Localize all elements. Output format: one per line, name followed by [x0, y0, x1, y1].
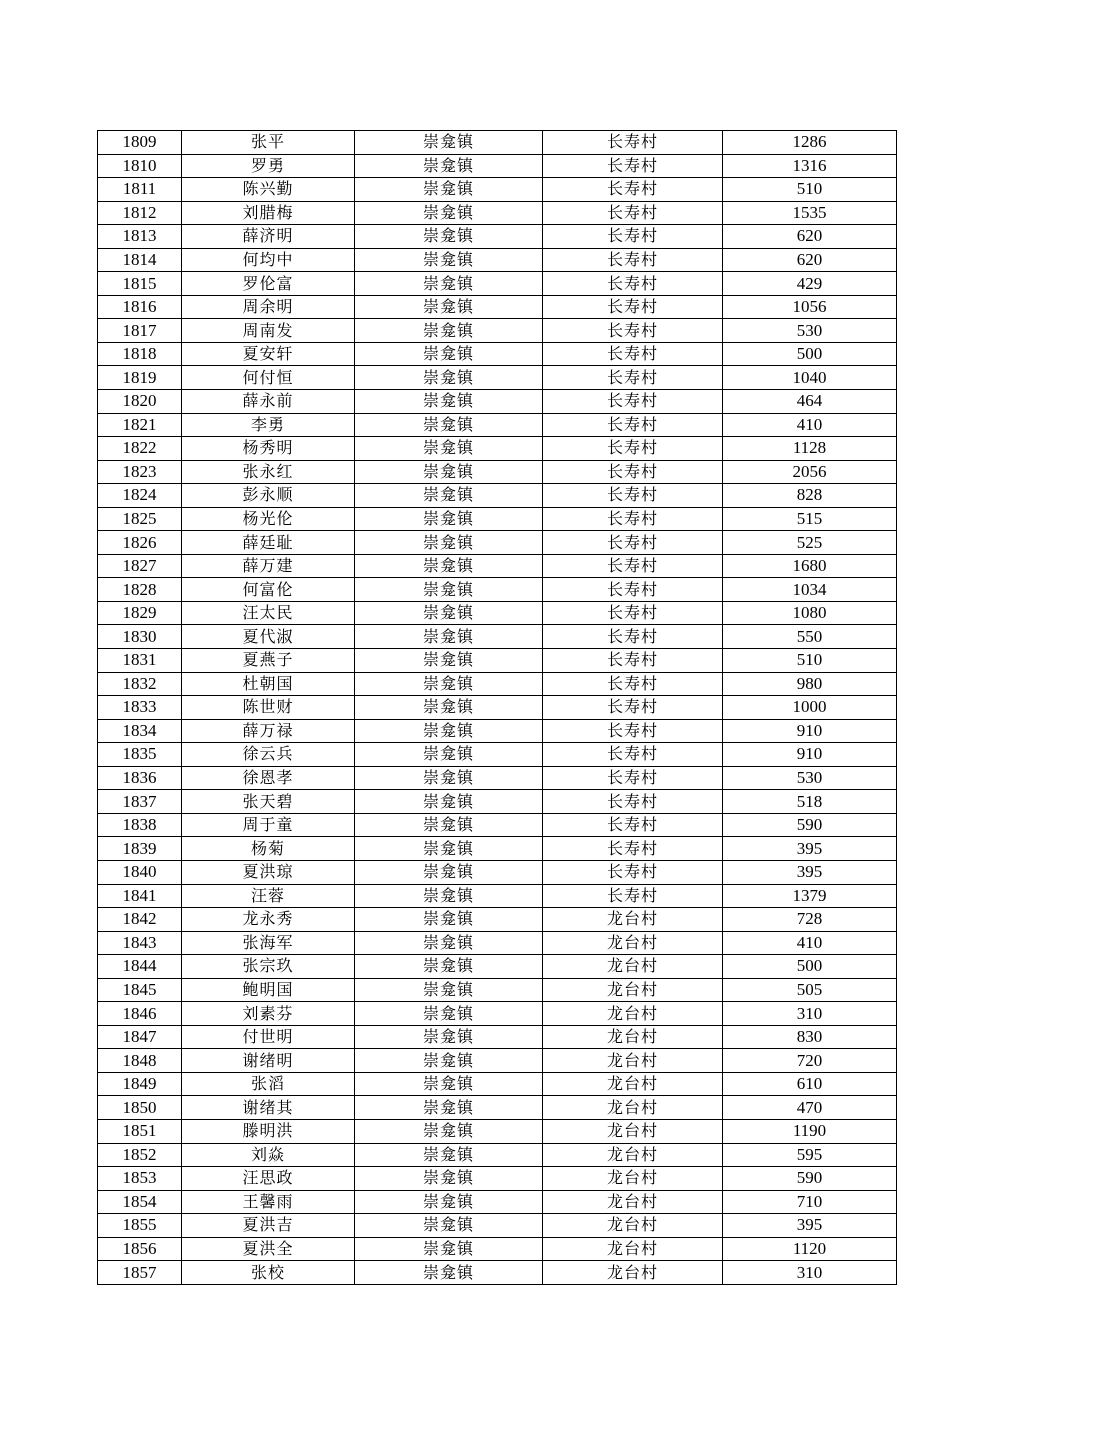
table-row — [98, 672, 897, 696]
row-number-cell: 1829 — [98, 601, 182, 625]
town-cell: 崇龛镇 — [355, 342, 543, 366]
name-cell: 彭永顺 — [182, 484, 355, 508]
name-cell: 刘焱 — [182, 1143, 355, 1167]
name-cell: 何富伦 — [182, 578, 355, 602]
row-number-cell: 1810 — [98, 154, 182, 178]
row-number-cell: 1839 — [98, 837, 182, 861]
town-cell: 崇龛镇 — [355, 931, 543, 955]
amount-cell: 1680 — [723, 554, 897, 578]
row-number-cell: 1841 — [98, 884, 182, 908]
town-cell: 崇龛镇 — [355, 507, 543, 531]
village-cell: 长寿村 — [543, 696, 723, 720]
amount-cell: 720 — [723, 1049, 897, 1073]
town-cell: 崇龛镇 — [355, 1119, 543, 1143]
table-row — [98, 531, 897, 555]
town-cell: 崇龛镇 — [355, 884, 543, 908]
town-cell: 崇龛镇 — [355, 601, 543, 625]
row-number-cell: 1827 — [98, 554, 182, 578]
town-cell: 崇龛镇 — [355, 201, 543, 225]
amount-cell: 530 — [723, 319, 897, 343]
amount-cell: 590 — [723, 1167, 897, 1191]
row-number-cell: 1848 — [98, 1049, 182, 1073]
village-cell: 长寿村 — [543, 672, 723, 696]
amount-cell: 395 — [723, 837, 897, 861]
table-row — [98, 272, 897, 296]
table-row — [98, 225, 897, 249]
name-cell: 薛永前 — [182, 390, 355, 414]
amount-cell: 2056 — [723, 460, 897, 484]
table-row — [98, 554, 897, 578]
amount-cell: 910 — [723, 719, 897, 743]
name-cell: 夏洪吉 — [182, 1214, 355, 1238]
village-cell: 长寿村 — [543, 531, 723, 555]
table-row — [98, 1096, 897, 1120]
town-cell: 崇龛镇 — [355, 1002, 543, 1026]
name-cell: 王馨雨 — [182, 1190, 355, 1214]
row-number-cell: 1823 — [98, 460, 182, 484]
town-cell: 崇龛镇 — [355, 225, 543, 249]
village-cell: 长寿村 — [543, 484, 723, 508]
amount-cell: 510 — [723, 649, 897, 673]
row-number-cell: 1837 — [98, 790, 182, 814]
table-row — [98, 1167, 897, 1191]
town-cell: 崇龛镇 — [355, 460, 543, 484]
table-row — [98, 248, 897, 272]
name-cell: 徐云兵 — [182, 743, 355, 767]
village-cell: 龙台村 — [543, 1167, 723, 1191]
village-cell: 龙台村 — [543, 1049, 723, 1073]
table-row — [98, 978, 897, 1002]
village-cell: 长寿村 — [543, 131, 723, 155]
amount-cell: 620 — [723, 225, 897, 249]
row-number-cell: 1852 — [98, 1143, 182, 1167]
amount-cell: 505 — [723, 978, 897, 1002]
village-cell: 龙台村 — [543, 1143, 723, 1167]
row-number-cell: 1826 — [98, 531, 182, 555]
row-number-cell: 1846 — [98, 1002, 182, 1026]
table-row — [98, 1025, 897, 1049]
town-cell: 崇龛镇 — [355, 860, 543, 884]
table-row — [98, 460, 897, 484]
name-cell: 薛万禄 — [182, 719, 355, 743]
name-cell: 徐恩孝 — [182, 766, 355, 790]
village-cell: 长寿村 — [543, 319, 723, 343]
name-cell: 夏洪全 — [182, 1237, 355, 1261]
table-row — [98, 860, 897, 884]
amount-cell: 1128 — [723, 437, 897, 461]
row-number-cell: 1825 — [98, 507, 182, 531]
row-number-cell: 1836 — [98, 766, 182, 790]
row-number-cell: 1835 — [98, 743, 182, 767]
town-cell: 崇龛镇 — [355, 766, 543, 790]
table-body — [98, 131, 897, 1285]
town-cell: 崇龛镇 — [355, 719, 543, 743]
amount-cell: 1535 — [723, 201, 897, 225]
village-cell: 长寿村 — [543, 837, 723, 861]
village-cell: 长寿村 — [543, 507, 723, 531]
row-number-cell: 1816 — [98, 295, 182, 319]
name-cell: 夏代淑 — [182, 625, 355, 649]
name-cell: 杨光伦 — [182, 507, 355, 531]
row-number-cell: 1819 — [98, 366, 182, 390]
amount-cell: 510 — [723, 178, 897, 202]
table-row — [98, 813, 897, 837]
town-cell: 崇龛镇 — [355, 554, 543, 578]
row-number-cell: 1814 — [98, 248, 182, 272]
name-cell: 杨菊 — [182, 837, 355, 861]
name-cell: 张平 — [182, 131, 355, 155]
row-number-cell: 1838 — [98, 813, 182, 837]
town-cell: 崇龛镇 — [355, 1167, 543, 1191]
town-cell: 崇龛镇 — [355, 154, 543, 178]
amount-cell: 910 — [723, 743, 897, 767]
name-cell: 杨秀明 — [182, 437, 355, 461]
amount-cell: 550 — [723, 625, 897, 649]
village-cell: 长寿村 — [543, 578, 723, 602]
table-row — [98, 884, 897, 908]
row-number-cell: 1847 — [98, 1025, 182, 1049]
town-cell: 崇龛镇 — [355, 1025, 543, 1049]
village-cell: 龙台村 — [543, 908, 723, 932]
amount-cell: 410 — [723, 413, 897, 437]
town-cell: 崇龛镇 — [355, 484, 543, 508]
name-cell: 张永红 — [182, 460, 355, 484]
village-cell: 长寿村 — [543, 154, 723, 178]
amount-cell: 1080 — [723, 601, 897, 625]
village-cell: 龙台村 — [543, 1119, 723, 1143]
name-cell: 张滔 — [182, 1072, 355, 1096]
table-row — [98, 601, 897, 625]
row-number-cell: 1845 — [98, 978, 182, 1002]
amount-cell: 525 — [723, 531, 897, 555]
town-cell: 崇龛镇 — [355, 248, 543, 272]
town-cell: 崇龛镇 — [355, 1237, 543, 1261]
row-number-cell: 1820 — [98, 390, 182, 414]
town-cell: 崇龛镇 — [355, 319, 543, 343]
name-cell: 刘腊梅 — [182, 201, 355, 225]
name-cell: 付世明 — [182, 1025, 355, 1049]
town-cell: 崇龛镇 — [355, 578, 543, 602]
row-number-cell: 1833 — [98, 696, 182, 720]
town-cell: 崇龛镇 — [355, 955, 543, 979]
table-row — [98, 1237, 897, 1261]
name-cell: 汪蓉 — [182, 884, 355, 908]
village-cell: 长寿村 — [543, 178, 723, 202]
name-cell: 张校 — [182, 1261, 355, 1285]
row-number-cell: 1854 — [98, 1190, 182, 1214]
row-number-cell: 1817 — [98, 319, 182, 343]
table-row — [98, 390, 897, 414]
table-row — [98, 178, 897, 202]
row-number-cell: 1843 — [98, 931, 182, 955]
row-number-cell: 1849 — [98, 1072, 182, 1096]
table-row — [98, 319, 897, 343]
town-cell: 崇龛镇 — [355, 1214, 543, 1238]
village-cell: 长寿村 — [543, 225, 723, 249]
town-cell: 崇龛镇 — [355, 390, 543, 414]
name-cell: 张宗玖 — [182, 955, 355, 979]
row-number-cell: 1831 — [98, 649, 182, 673]
town-cell: 崇龛镇 — [355, 1072, 543, 1096]
amount-cell: 1000 — [723, 696, 897, 720]
amount-cell: 410 — [723, 931, 897, 955]
amount-cell: 395 — [723, 1214, 897, 1238]
town-cell: 崇龛镇 — [355, 625, 543, 649]
amount-cell: 1056 — [723, 295, 897, 319]
row-number-cell: 1812 — [98, 201, 182, 225]
table-row — [98, 743, 897, 767]
name-cell: 张海军 — [182, 931, 355, 955]
town-cell: 崇龛镇 — [355, 295, 543, 319]
village-cell: 长寿村 — [543, 813, 723, 837]
village-cell: 长寿村 — [543, 743, 723, 767]
table-row — [98, 1049, 897, 1073]
village-cell: 长寿村 — [543, 366, 723, 390]
table-row — [98, 649, 897, 673]
amount-cell: 470 — [723, 1096, 897, 1120]
name-cell: 夏洪琼 — [182, 860, 355, 884]
name-cell: 夏燕子 — [182, 649, 355, 673]
village-cell: 龙台村 — [543, 1261, 723, 1285]
name-cell: 薛济明 — [182, 225, 355, 249]
name-cell: 周南发 — [182, 319, 355, 343]
row-number-cell: 1824 — [98, 484, 182, 508]
name-cell: 李勇 — [182, 413, 355, 437]
name-cell: 薛万建 — [182, 554, 355, 578]
village-cell: 长寿村 — [543, 390, 723, 414]
row-number-cell: 1853 — [98, 1167, 182, 1191]
town-cell: 崇龛镇 — [355, 131, 543, 155]
amount-cell: 828 — [723, 484, 897, 508]
row-number-cell: 1813 — [98, 225, 182, 249]
amount-cell: 515 — [723, 507, 897, 531]
table-row — [98, 1190, 897, 1214]
town-cell: 崇龛镇 — [355, 1261, 543, 1285]
village-cell: 长寿村 — [543, 437, 723, 461]
town-cell: 崇龛镇 — [355, 366, 543, 390]
table-row — [98, 790, 897, 814]
table-row — [98, 484, 897, 508]
amount-cell: 1040 — [723, 366, 897, 390]
name-cell: 薛廷耻 — [182, 531, 355, 555]
table-row — [98, 766, 897, 790]
town-cell: 崇龛镇 — [355, 413, 543, 437]
row-number-cell: 1828 — [98, 578, 182, 602]
name-cell: 汪太民 — [182, 601, 355, 625]
row-number-cell: 1809 — [98, 131, 182, 155]
table-row — [98, 719, 897, 743]
name-cell: 周余明 — [182, 295, 355, 319]
table-row — [98, 201, 897, 225]
name-cell: 罗伦富 — [182, 272, 355, 296]
table-row — [98, 154, 897, 178]
village-cell: 长寿村 — [543, 201, 723, 225]
village-cell: 龙台村 — [543, 1096, 723, 1120]
data-table — [97, 130, 897, 1285]
row-number-cell: 1850 — [98, 1096, 182, 1120]
table-row — [98, 837, 897, 861]
table-row — [98, 908, 897, 932]
table-row — [98, 1214, 897, 1238]
table-row — [98, 366, 897, 390]
town-cell: 崇龛镇 — [355, 978, 543, 1002]
amount-cell: 710 — [723, 1190, 897, 1214]
town-cell: 崇龛镇 — [355, 837, 543, 861]
amount-cell: 1034 — [723, 578, 897, 602]
village-cell: 龙台村 — [543, 1237, 723, 1261]
amount-cell: 429 — [723, 272, 897, 296]
town-cell: 崇龛镇 — [355, 649, 543, 673]
village-cell: 长寿村 — [543, 413, 723, 437]
village-cell: 长寿村 — [543, 342, 723, 366]
table-row — [98, 696, 897, 720]
village-cell: 龙台村 — [543, 1072, 723, 1096]
name-cell: 谢绪明 — [182, 1049, 355, 1073]
table-row — [98, 342, 897, 366]
amount-cell: 595 — [723, 1143, 897, 1167]
amount-cell: 518 — [723, 790, 897, 814]
amount-cell: 464 — [723, 390, 897, 414]
row-number-cell: 1818 — [98, 342, 182, 366]
amount-cell: 530 — [723, 766, 897, 790]
row-number-cell: 1857 — [98, 1261, 182, 1285]
name-cell: 张天碧 — [182, 790, 355, 814]
table-row — [98, 413, 897, 437]
amount-cell: 590 — [723, 813, 897, 837]
town-cell: 崇龛镇 — [355, 178, 543, 202]
table-row — [98, 1261, 897, 1285]
village-cell: 龙台村 — [543, 978, 723, 1002]
amount-cell: 610 — [723, 1072, 897, 1096]
town-cell: 崇龛镇 — [355, 790, 543, 814]
name-cell: 陈世财 — [182, 696, 355, 720]
village-cell: 龙台村 — [543, 931, 723, 955]
town-cell: 崇龛镇 — [355, 437, 543, 461]
table-row — [98, 931, 897, 955]
name-cell: 何付恒 — [182, 366, 355, 390]
table-row — [98, 131, 897, 155]
town-cell: 崇龛镇 — [355, 672, 543, 696]
village-cell: 龙台村 — [543, 1214, 723, 1238]
village-cell: 长寿村 — [543, 460, 723, 484]
name-cell: 夏安轩 — [182, 342, 355, 366]
amount-cell: 1120 — [723, 1237, 897, 1261]
amount-cell: 1190 — [723, 1119, 897, 1143]
name-cell: 罗勇 — [182, 154, 355, 178]
town-cell: 崇龛镇 — [355, 1190, 543, 1214]
amount-cell: 1286 — [723, 131, 897, 155]
town-cell: 崇龛镇 — [355, 1096, 543, 1120]
amount-cell: 1316 — [723, 154, 897, 178]
name-cell: 陈兴勤 — [182, 178, 355, 202]
village-cell: 长寿村 — [543, 272, 723, 296]
table-row — [98, 1119, 897, 1143]
amount-cell: 310 — [723, 1261, 897, 1285]
village-cell: 龙台村 — [543, 1025, 723, 1049]
village-cell: 龙台村 — [543, 1190, 723, 1214]
row-number-cell: 1851 — [98, 1119, 182, 1143]
name-cell: 谢绪其 — [182, 1096, 355, 1120]
row-number-cell: 1815 — [98, 272, 182, 296]
town-cell: 崇龛镇 — [355, 696, 543, 720]
amount-cell: 310 — [723, 1002, 897, 1026]
village-cell: 长寿村 — [543, 790, 723, 814]
row-number-cell: 1821 — [98, 413, 182, 437]
table-row — [98, 578, 897, 602]
table-row — [98, 295, 897, 319]
table-row — [98, 955, 897, 979]
amount-cell: 728 — [723, 908, 897, 932]
row-number-cell: 1856 — [98, 1237, 182, 1261]
row-number-cell: 1830 — [98, 625, 182, 649]
table-row — [98, 625, 897, 649]
amount-cell: 500 — [723, 342, 897, 366]
name-cell: 鲍明国 — [182, 978, 355, 1002]
table-row — [98, 1002, 897, 1026]
village-cell: 龙台村 — [543, 1002, 723, 1026]
village-cell: 长寿村 — [543, 860, 723, 884]
table-row — [98, 1072, 897, 1096]
amount-cell: 620 — [723, 248, 897, 272]
town-cell: 崇龛镇 — [355, 272, 543, 296]
row-number-cell: 1834 — [98, 719, 182, 743]
amount-cell: 830 — [723, 1025, 897, 1049]
village-cell: 长寿村 — [543, 884, 723, 908]
row-number-cell: 1822 — [98, 437, 182, 461]
town-cell: 崇龛镇 — [355, 743, 543, 767]
village-cell: 长寿村 — [543, 295, 723, 319]
village-cell: 长寿村 — [543, 248, 723, 272]
row-number-cell: 1842 — [98, 908, 182, 932]
village-cell: 龙台村 — [543, 955, 723, 979]
row-number-cell: 1855 — [98, 1214, 182, 1238]
name-cell: 周于童 — [182, 813, 355, 837]
village-cell: 长寿村 — [543, 625, 723, 649]
table-row — [98, 1143, 897, 1167]
row-number-cell: 1832 — [98, 672, 182, 696]
town-cell: 崇龛镇 — [355, 1049, 543, 1073]
name-cell: 何均中 — [182, 248, 355, 272]
village-cell: 长寿村 — [543, 719, 723, 743]
village-cell: 长寿村 — [543, 554, 723, 578]
amount-cell: 1379 — [723, 884, 897, 908]
town-cell: 崇龛镇 — [355, 813, 543, 837]
village-cell: 长寿村 — [543, 601, 723, 625]
amount-cell: 980 — [723, 672, 897, 696]
amount-cell: 395 — [723, 860, 897, 884]
name-cell: 龙永秀 — [182, 908, 355, 932]
row-number-cell: 1811 — [98, 178, 182, 202]
row-number-cell: 1840 — [98, 860, 182, 884]
table-row — [98, 437, 897, 461]
table-row — [98, 507, 897, 531]
town-cell: 崇龛镇 — [355, 1143, 543, 1167]
town-cell: 崇龛镇 — [355, 908, 543, 932]
village-cell: 长寿村 — [543, 766, 723, 790]
town-cell: 崇龛镇 — [355, 531, 543, 555]
village-cell: 长寿村 — [543, 649, 723, 673]
name-cell: 杜朝国 — [182, 672, 355, 696]
name-cell: 汪思政 — [182, 1167, 355, 1191]
amount-cell: 500 — [723, 955, 897, 979]
row-number-cell: 1844 — [98, 955, 182, 979]
name-cell: 滕明洪 — [182, 1119, 355, 1143]
name-cell: 刘素芬 — [182, 1002, 355, 1026]
